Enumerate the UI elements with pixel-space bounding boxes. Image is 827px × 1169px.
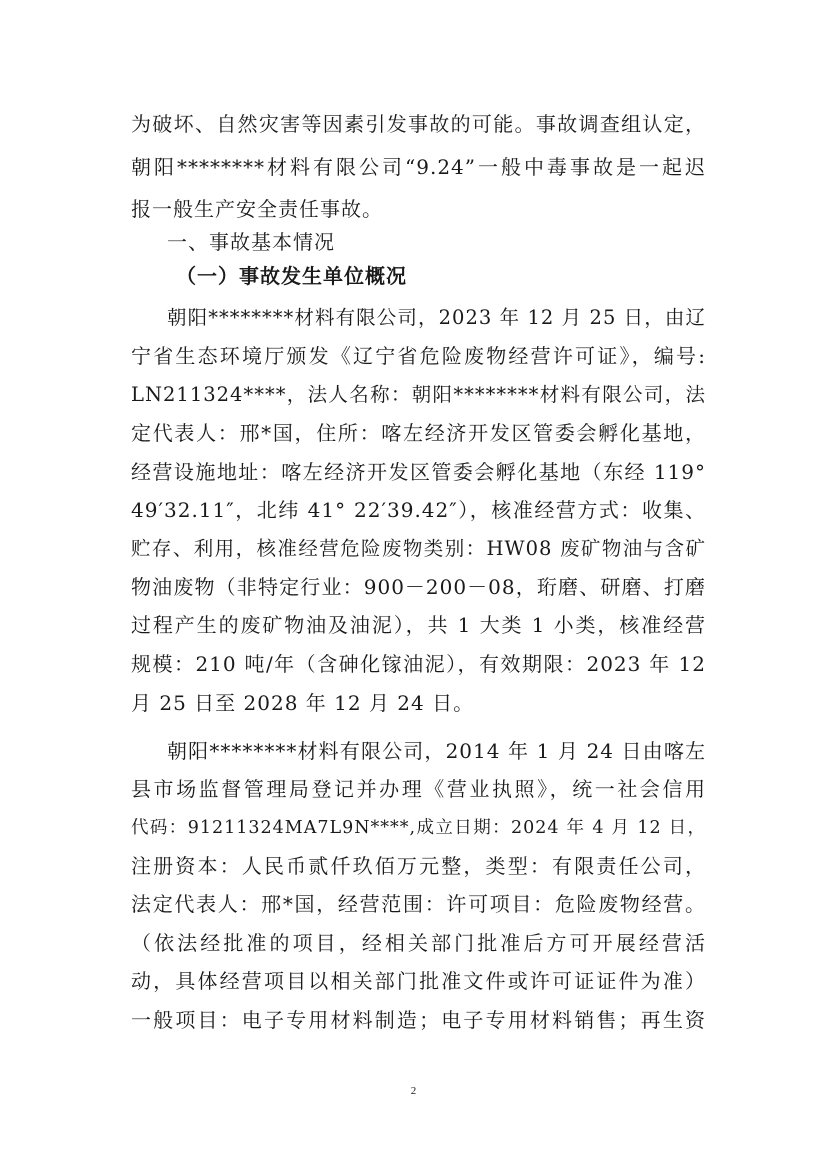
subsection-heading: （一）事故发生单位概况 bbox=[176, 264, 407, 288]
body-text-line: 朝阳********材料有限公司，2014 年 1 月 24 日由喀左 bbox=[167, 739, 706, 763]
body-text-line: 物油废物（非特定行业：900－200－08，珩磨、研磨、打磨 bbox=[131, 575, 706, 599]
body-text-line: 县市场监督管理局登记并办理《营业执照》，统一社会信用 bbox=[131, 777, 706, 801]
body-text-line: 宁省生态环境厅颁发《辽宁省危险废物经营许可证》，编号: bbox=[131, 344, 706, 368]
section-heading: 一、事故基本情况 bbox=[167, 230, 335, 254]
body-text-line: 朝阳********材料有限公司“9.24”一般中毒事故是一起迟 bbox=[131, 155, 706, 179]
body-text-line: 规模：210 吨/年（含砷化镓油泥），有效期限：2023 年 12 bbox=[131, 652, 706, 676]
body-text-line: （依法经批准的项目，经相关部门批准后方可开展经营活 bbox=[131, 931, 706, 955]
body-text-line: 一般项目：电子专用材料制造；电子专用材料销售；再生资 bbox=[131, 1008, 706, 1032]
body-text-line: LN211324****，法人名称：朝阳********材料有限公司，法 bbox=[131, 383, 706, 406]
body-text-line: 代码：91211324MA7L9N****,成立日期：2024 年 4 月 12 日， bbox=[131, 818, 706, 838]
body-text-line: 为破坏、自然灾害等因素引发事故的可能。事故调查组认定， bbox=[131, 112, 706, 136]
body-text-line: 经营设施地址：喀左经济开发区管委会孵化基地（东经 119° bbox=[131, 460, 706, 484]
body-text-line: 49′32.11″，北纬 41° 22′39.42″），核准经营方式：收集、 bbox=[131, 498, 706, 522]
body-text-line: 动，具体经营项目以相关部门批准文件或许可证证件为准） bbox=[131, 969, 706, 993]
body-text-line: 月 25 日至 2028 年 12 月 24 日。 bbox=[131, 691, 475, 715]
body-text-line: 过程产生的废矿物油及油泥），共 1 大类 1 小类，核准经营 bbox=[131, 613, 706, 637]
body-text-line: 注册资本：人民币贰仟玖佰万元整，类型：有限责任公司， bbox=[131, 854, 706, 878]
body-text-line: 贮存、利用，核准经营危险废物类别：HW08 废矿物油与含矿 bbox=[131, 537, 706, 560]
body-text-line: 法定代表人：邢*国，经营范围：许可项目：危险废物经营。 bbox=[131, 892, 706, 916]
body-text-line: 朝阳********材料有限公司，2023 年 12 月 25 日，由辽 bbox=[167, 306, 706, 329]
page-number: 2 bbox=[410, 1085, 417, 1097]
body-text-line: 定代表人：邢*国，住所：喀左经济开发区管委会孵化基地， bbox=[131, 421, 706, 445]
body-text-line: 报一般生产安全责任事故。 bbox=[131, 197, 383, 221]
